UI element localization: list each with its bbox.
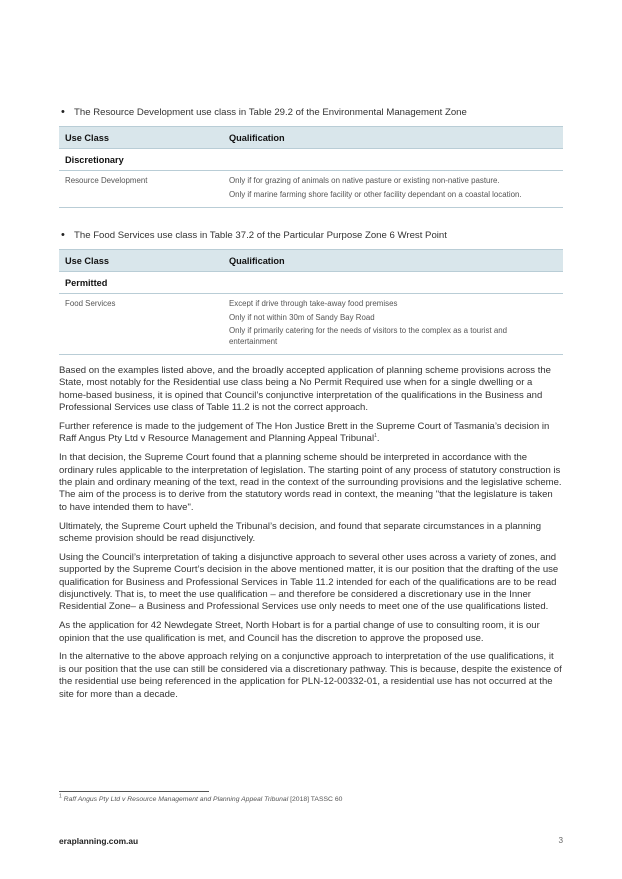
paragraph: Further reference is made to the judgement of The Hon Justice Brett in the Supreme Court of Tasmania’s decision in Raff Angus Pty Ltd v Resource Management and Planning Appeal Tribunal$^1$. xyxy=(59,421,550,445)
paragraph: In the alternative to the above approach relying on a conjunctive approach to interpretation of the use qualifications, it is our position that the use can still be considered via a discretionary pathway. This is because, despite the existence of the residential use being referenced in the application for PLN-12-00332-01, a residential use has not occurred at the site for more than a decade. xyxy=(59,651,562,700)
page-number: 3 xyxy=(558,836,563,845)
header-use-class: Use Class xyxy=(65,255,109,266)
use-class-cell: Food Services xyxy=(65,299,116,308)
paragraph: In that decision, the Supreme Court found that a planning scheme should be interpreted in accordance with the ordinary rules applicable to the interpretation of legislation. The starting point of any process of statutory construction is the plain and ordinary meaning of the text, read in the context of the surrounding provisions and the legislative scheme. The aim of the process is to derive from the statutory words read in context, the meaning "that the legislature is taken to have intended them to have". xyxy=(59,452,562,513)
qualification-line: Only if marine farming shore facility or other facility dependant on a coastal location. xyxy=(229,189,522,199)
footnote-divider xyxy=(59,791,209,792)
category-row: Permitted xyxy=(59,272,563,294)
body-text xyxy=(59,365,562,707)
use-class-cell: Resource Development xyxy=(65,176,148,185)
footnote: $^1$ Raff Angus Pty Ltd v Resource Management and Planning Appeal Tribunal [2018] TASSC 60 xyxy=(59,793,343,803)
footnote-ref[interactable]: 1 xyxy=(374,433,377,440)
qualification-line: Only if not within 30m of Sandy Bay Road xyxy=(229,312,375,322)
qualification-line: Only if for grazing of animals on native pasture or existing non-native pasture. xyxy=(229,176,500,185)
table-header xyxy=(59,249,563,272)
table-row xyxy=(59,294,563,355)
table-row xyxy=(59,171,563,208)
paragraph: Using the Council’s interpretation of taking a disjunctive approach to several other uses across a variety of zones, and supported by the Supreme Court’s decision in the above mentioned matter, it is our position that the drafting of the use qualification for Business and Professional Services in Table 11.2 intended for each of the qualifications are to be read disjunctively. That is, to meet the use qualification – and therefore be considered a discretionary use in the Inner Residential Zone– a Business and Professional Services use only needs to meet one of the use qualifications listed. xyxy=(59,551,559,613)
bullet-item: • The Resource Development use class in Table 29.2 of the Environmental Management Zone xyxy=(74,107,467,118)
category-row: Discretionary xyxy=(59,149,563,171)
footer-website[interactable]: eraplanning.com.au xyxy=(59,836,139,846)
paragraph: As the application for 42 Newdegate Street, North Hobart is for a partial change of use to consulting room, it is our opinion that the use qualification is met, and Council has the discretion to approve the proposed use. xyxy=(59,620,540,644)
paragraph: Based on the examples listed above, and the broadly accepted application of planning scheme provisions across the State, most notably for the Residential use class being a No Permit Required use when for a single dwelling or a home-based business, it is opined that Council’s conjunctive interpretation of the qualifications in the Business and Professional Services use class of Table 11.2 is not the correct approach. xyxy=(59,365,551,414)
table-header xyxy=(59,126,563,149)
header-qualification: Qualification xyxy=(229,255,285,266)
qualification-line: Except if drive through take-away food premises xyxy=(229,299,398,308)
bullet-item: • The Food Services use class in Table 37.2 of the Particular Purpose Zone 6 Wrest Point xyxy=(74,230,447,241)
use-table-resource-development xyxy=(59,126,563,208)
header-qualification: Qualification xyxy=(229,132,285,143)
header-use-class: Use Class xyxy=(65,132,109,143)
use-table-food-services xyxy=(59,249,563,355)
paragraph: Ultimately, the Supreme Court upheld the Tribunal’s decision, and found that separate circumstances in a planning scheme provision should be read disjunctively. xyxy=(59,520,542,545)
qualification-cell xyxy=(229,299,563,350)
qualification-line: Only if primarily catering for the needs of visitors to the complex as a tourist and entertainment xyxy=(229,326,508,346)
qualification-cell xyxy=(229,176,563,203)
